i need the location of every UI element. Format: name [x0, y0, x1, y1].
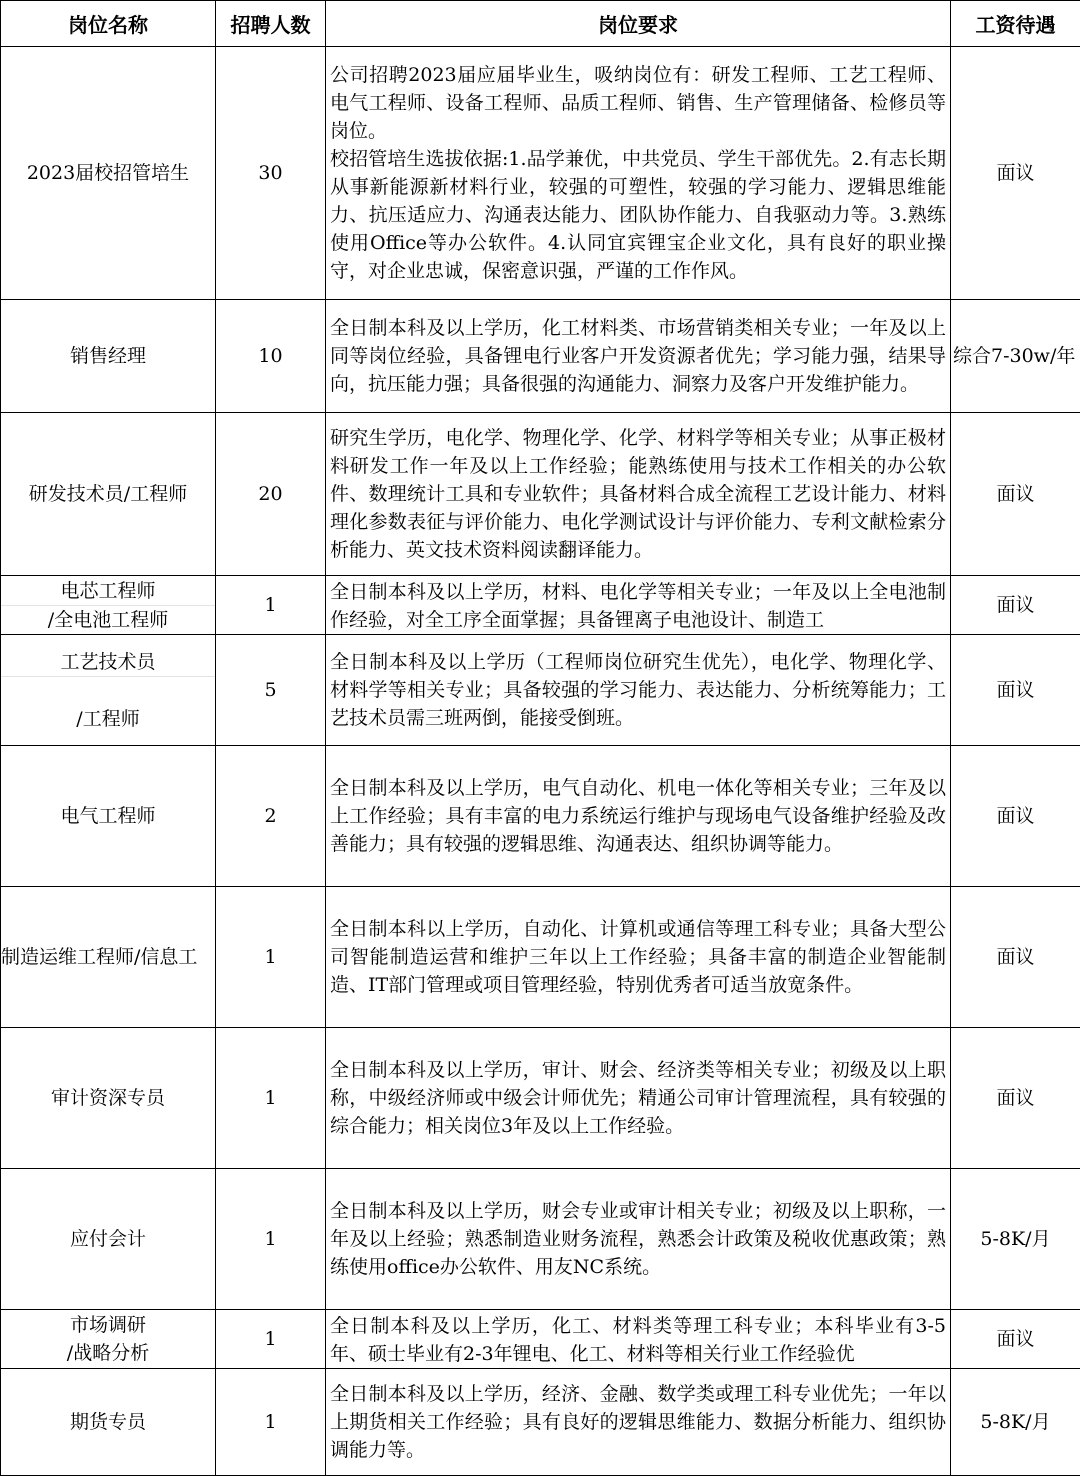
position-name-line: 审计资深专员 [1, 1084, 215, 1112]
headcount: 5 [216, 635, 326, 746]
salary: 面议 [951, 47, 1080, 300]
position-name [1, 887, 216, 1028]
requirements [326, 1369, 951, 1476]
position-name [1, 576, 216, 635]
position-name-line: 电气工程师 [1, 802, 215, 830]
requirements-paragraph: 全日制本科及以上学历，经济、金融、数学类或理工科专业优先；一年以上期货相关工作经验；具有良好的逻辑思维能力、数据分析能力、组织协调能力等。 [330, 1380, 946, 1464]
position-name [1, 746, 216, 887]
position-name-line: 销售经理 [1, 342, 215, 370]
headcount: 1 [216, 576, 326, 635]
position-name-line: 工艺技术员 [1, 648, 215, 676]
position-name-line: 电芯工程师 [1, 577, 215, 605]
position-name-line: /工程师 [1, 676, 215, 733]
requirements [326, 47, 951, 300]
header-row [1, 1, 1080, 47]
position-name [1, 413, 216, 576]
requirements [326, 887, 951, 1028]
header-headcount: 招聘人数 [216, 1, 326, 47]
position-name-line: 2023届校招管培生 [1, 159, 215, 187]
requirements [326, 1169, 951, 1310]
headcount: 1 [216, 1369, 326, 1476]
header-position-name: 岗位名称 [1, 1, 216, 47]
position-name-line: 研发技术员/工程师 [1, 480, 215, 508]
position-name-line: 期货专员 [1, 1408, 215, 1436]
headcount: 10 [216, 300, 326, 413]
salary: 面议 [951, 413, 1080, 576]
salary: 面议 [951, 1310, 1080, 1369]
requirements-paragraph: 全日制本科及以上学历，材料、电化学等相关专业；一年及以上全电池制作经验，对全工序全面掌握；具备锂离子电池设计、制造工 [330, 578, 946, 634]
header-salary: 工资待遇 [951, 1, 1080, 47]
salary: 面议 [951, 1028, 1080, 1169]
table-row [1, 635, 1080, 746]
requirements-paragraph: 全日制本科及以上学历，化工、材料类等理工科专业；本科毕业有3-5年、硕士毕业有2-3年锂电、化工、材料等相关行业工作经验优 [330, 1312, 946, 1368]
requirements-paragraph: 全日制本科及以上学历，电气自动化、机电一体化等相关专业；三年及以上工作经验；具有丰富的电力系统运行维护与现场电气设备维护经验及改善能力；具有较强的逻辑思维、沟通表达、组织协调等能力。 [330, 774, 946, 858]
table-row [1, 887, 1080, 1028]
position-name-line: /战略分析 [1, 1339, 215, 1367]
requirements-paragraph: 全日制本科及以上学历（工程师岗位研究生优先），电化学、物理化学、材料学等相关专业；具备较强的学习能力、表达能力、分析统筹能力；工艺技术员需三班两倒，能接受倒班。 [330, 648, 946, 732]
requirements-paragraph: 全日制本科及以上学历，审计、财会、经济类等相关专业；初级及以上职称，中级经济师或中级会计师优先；精通公司审计管理流程，具有较强的综合能力；相关岗位3年及以上工作经验。 [330, 1056, 946, 1140]
table-row [1, 413, 1080, 576]
requirements [326, 1028, 951, 1169]
position-name [1, 1310, 216, 1369]
salary: 综合7-30w/年 [951, 300, 1080, 413]
requirements [326, 746, 951, 887]
headcount: 1 [216, 887, 326, 1028]
position-name [1, 47, 216, 300]
headcount: 1 [216, 1169, 326, 1310]
headcount: 20 [216, 413, 326, 576]
salary: 面议 [951, 576, 1080, 635]
salary: 面议 [951, 887, 1080, 1028]
headcount: 30 [216, 47, 326, 300]
requirements-paragraph: 全日制本科及以上学历，化工材料类、市场营销类相关专业；一年及以上同等岗位经验，具备锂电行业客户开发资源者优先；学习能力强，结果导向，抗压能力强；具备很强的沟通能力、洞察力及客户开发维护能力。 [330, 314, 946, 398]
position-name [1, 1028, 216, 1169]
table-row [1, 1310, 1080, 1369]
requirements-paragraph: 校招管培生选拔依据:1.品学兼优，中共党员、学生干部优先。2.有志长期从事新能源新材料行业，较强的可塑性，较强的学习能力、逻辑思维能力、抗压适应力、沟通表达能力、团队协作能力、自我驱动力等。3.熟练使用Office等办公软件。4.认同宜宾锂宝企业文化，具有良好的职业操守，对企业忠诚，保密意识强，严谨的工作作风。 [330, 145, 946, 285]
position-name [1, 1369, 216, 1476]
requirements-paragraph: 全日制本科以上学历，自动化、计算机或通信等理工科专业；具备大型公司智能制造运营和维护三年以上工作经验；具备丰富的制造企业智能制造、IT部门管理或项目管理经验，特别优秀者可适当放宽条件。 [330, 915, 946, 999]
table-row [1, 746, 1080, 887]
table-row [1, 1169, 1080, 1310]
position-name-line: 应付会计 [1, 1225, 215, 1253]
salary: 面议 [951, 746, 1080, 887]
position-name [1, 635, 216, 746]
position-name [1, 300, 216, 413]
salary: 5-8K/月 [951, 1169, 1080, 1310]
table-row [1, 300, 1080, 413]
position-name-line: 市场调研 [1, 1311, 215, 1339]
table-row [1, 576, 1080, 635]
position-name [1, 1169, 216, 1310]
salary: 5-8K/月 [951, 1369, 1080, 1476]
headcount: 2 [216, 746, 326, 887]
requirements-paragraph: 研究生学历，电化学、物理化学、化学、材料学等相关专业；从事正极材料研发工作一年及以上工作经验；能熟练使用与技术工作相关的办公软件、数理统计工具和专业软件；具备材料合成全流程工艺设计能力、材料理化参数表征与评价能力、电化学测试设计与评价能力、专利文献检索分析能力、英文技术资料阅读翻译能力。 [330, 424, 946, 564]
position-name-line: 制造运维工程师/信息工 [1, 943, 215, 971]
salary: 面议 [951, 635, 1080, 746]
table-row [1, 1369, 1080, 1476]
requirements-paragraph: 全日制本科及以上学历，财会专业或审计相关专业；初级及以上职称，一年及以上经验；熟悉制造业财务流程，熟悉会计政策及税收优惠政策；熟练使用office办公软件、用友NC系统。 [330, 1197, 946, 1281]
table-row [1, 47, 1080, 300]
requirements-paragraph: 公司招聘2023届应届毕业生，吸纳岗位有：研发工程师、工艺工程师、电气工程师、设备工程师、品质工程师、销售、生产管理储备、检修员等岗位。 [330, 61, 946, 145]
requirements [326, 635, 951, 746]
requirements [326, 300, 951, 413]
requirements [326, 413, 951, 576]
table-row [1, 1028, 1080, 1169]
header-requirements: 岗位要求 [326, 1, 951, 47]
requirements [326, 1310, 951, 1369]
position-name-line: /全电池工程师 [1, 605, 215, 634]
headcount: 1 [216, 1310, 326, 1369]
requirements [326, 576, 951, 635]
headcount: 1 [216, 1028, 326, 1169]
